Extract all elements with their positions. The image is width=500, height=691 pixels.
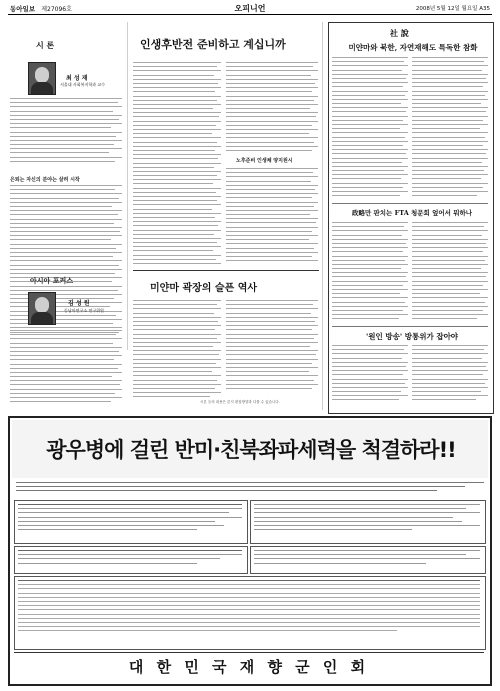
ad-footer-rule	[14, 652, 484, 653]
editorial-label: 社 說	[390, 28, 409, 38]
col1-closing-subhead: 노후준비 인생체 양지원시	[236, 158, 293, 164]
author-2-name: 김 성 원	[68, 300, 90, 307]
ad-headline: 광우병에 걸린 반미·친북좌파세력을 척결하라!!	[46, 438, 456, 462]
section-title: 오피니언	[234, 4, 266, 13]
editorial-headline-3: '원인 방송' 방통위가 잡아야	[365, 332, 459, 341]
author-1-photo	[28, 62, 56, 95]
header-rule	[8, 14, 492, 15]
ad-section-3-text	[18, 550, 242, 570]
col2-text-a	[10, 330, 122, 406]
editorial-3-text-a	[332, 345, 408, 407]
editorial-2-text-b	[412, 222, 488, 322]
ad-sponsor: 대 한 민 국 재 향 군 인 회	[128, 658, 370, 676]
editorial-headline-2: 政略만 판치는 FTA 청문회 엎어서 뭐하나	[351, 209, 473, 217]
paper-name: 동아일보	[10, 5, 36, 13]
column-label-1: 시 론	[36, 41, 55, 50]
issue-number: 제27096호	[41, 6, 72, 13]
ad-section-1-text	[18, 504, 242, 540]
col2-text-c	[226, 300, 318, 396]
col1-text-a	[10, 98, 122, 170]
editorial-3-text-b	[412, 345, 488, 407]
col1-body-left	[133, 62, 221, 264]
author-1-name: 최 성 재	[66, 75, 88, 82]
ad-section-2-text	[254, 504, 480, 540]
editorial-divider-1	[332, 203, 488, 204]
col1-subhead: 은퇴는 자신의 분야는 살려 시작	[10, 177, 80, 183]
col1-body-right	[226, 62, 318, 152]
author-2-title: 동남아연구소 연구위원	[64, 308, 104, 313]
col2-text-b	[133, 300, 221, 406]
editorial-1-text-b	[412, 57, 488, 197]
date-page: 2008년 5월 12일 월요일 A35	[415, 6, 490, 12]
column-label-2: 아시아 포커스	[30, 277, 74, 285]
header-masthead	[10, 4, 72, 13]
article-divider	[133, 270, 319, 271]
col1-body-right-b	[226, 168, 318, 264]
ad-signature-text	[18, 580, 480, 644]
ad-section-4-text	[254, 550, 480, 570]
ad-intro-text	[16, 482, 484, 498]
editorial-1-text-a	[332, 57, 408, 197]
editorial-headline-1: 미얀마와 북한, 자연재해도 특독한 참화	[348, 43, 478, 52]
author-2-photo	[28, 292, 56, 325]
editorial-2-text-a	[332, 222, 408, 322]
col2-footer-note: 시론 등의 내용은 본지 편집방향과 다를 수 있습니다.	[200, 400, 280, 404]
author-1-title: 서울대 사회복지학과 교수	[60, 82, 106, 87]
column-divider-1	[127, 22, 128, 350]
column-divider-2	[322, 22, 323, 410]
col2-headline: 미얀마 곽장의 슬픈 역사	[150, 283, 258, 294]
col1-headline: 인생후반전 준비하고 계십니까	[140, 38, 286, 51]
editorial-divider-2	[332, 326, 488, 327]
